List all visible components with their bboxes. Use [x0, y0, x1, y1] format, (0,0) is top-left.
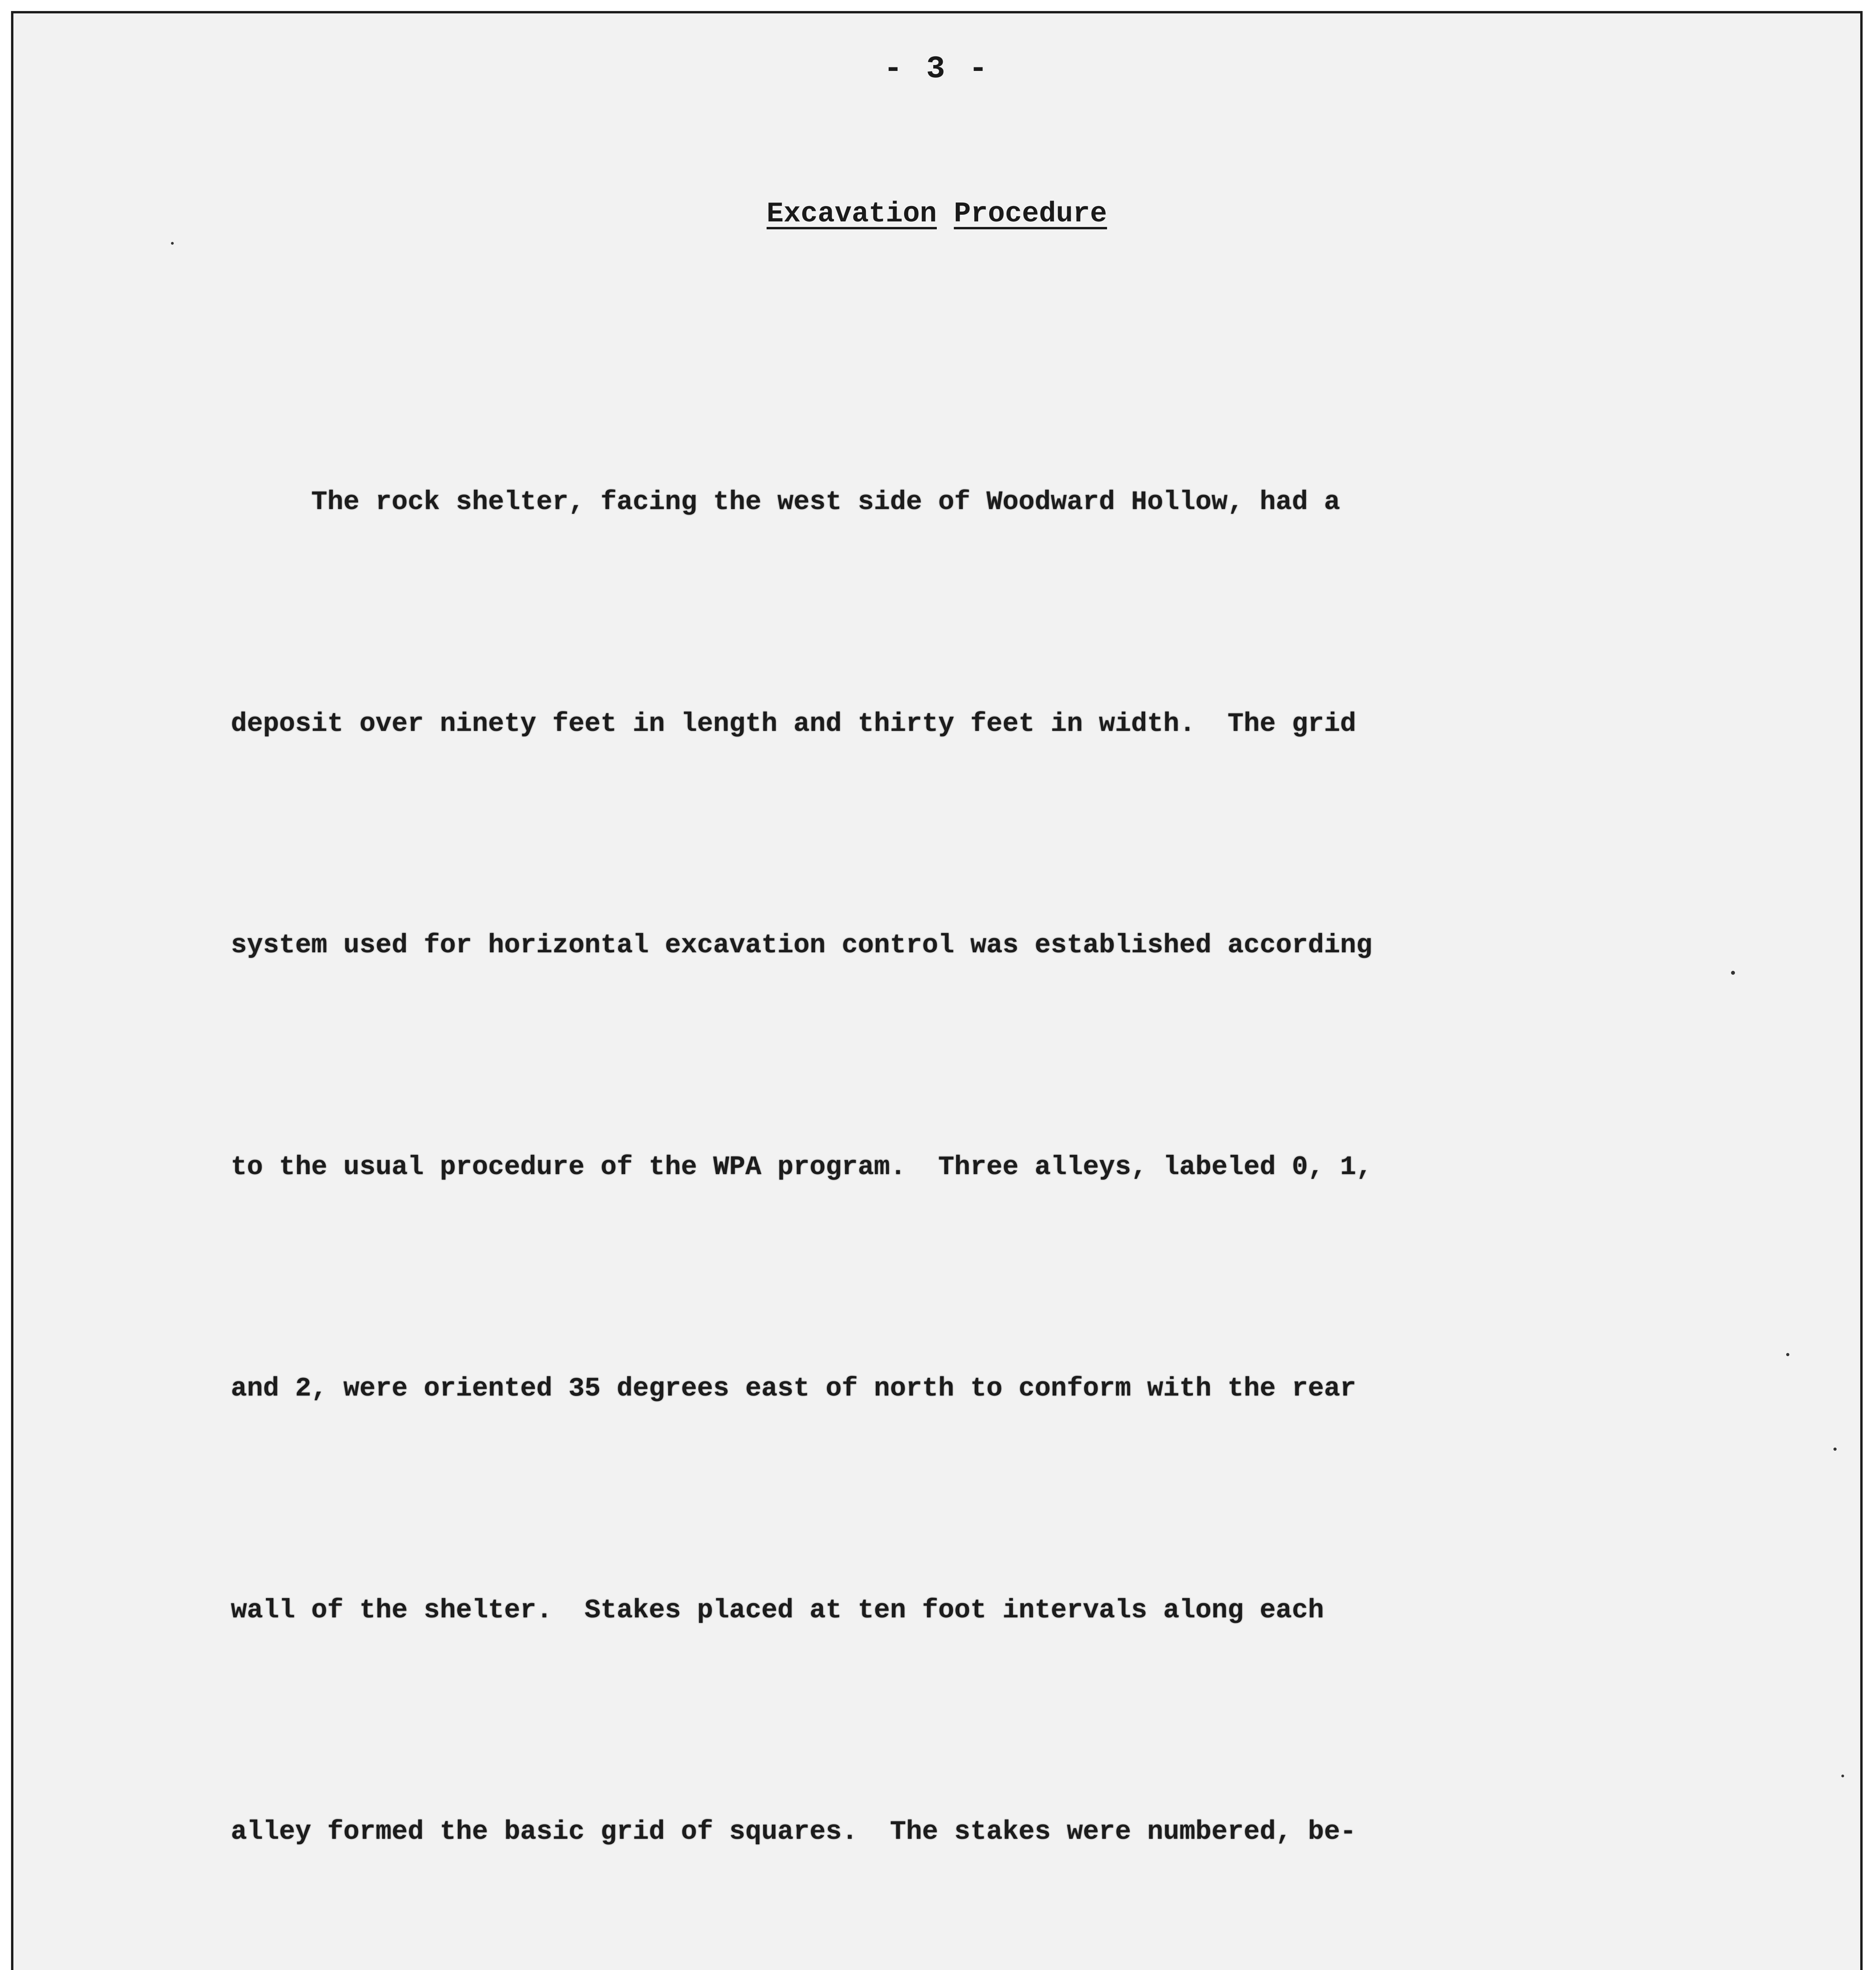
- body-text: [231, 318, 1657, 1970]
- scan-speck: [1841, 1775, 1844, 1777]
- scan-speck: [171, 242, 174, 245]
- document-page: [11, 11, 1863, 1970]
- scan-speck: [1731, 971, 1735, 975]
- scan-speck: [1786, 1353, 1789, 1356]
- text-line: The rock shelter, facing the west side of Woodward Hollow, had a: [231, 487, 1340, 517]
- text-line: wall of the shelter. Stakes placed at ten foot intervals along each: [231, 1595, 1324, 1626]
- section-heading-word-2: Procedure: [954, 198, 1107, 230]
- section-heading: [13, 198, 1860, 230]
- section-heading-word-1: Excavation: [766, 198, 937, 230]
- text-line: system used for horizontal excavation control was established according: [231, 930, 1373, 961]
- scan-speck: [1833, 1448, 1837, 1451]
- text-line: and 2, were oriented 35 degrees east of north to conform with the rear: [231, 1373, 1356, 1404]
- text-line: to the usual procedure of the WPA program. Three alleys, labeled 0, 1,: [231, 1152, 1373, 1182]
- text-line: alley formed the basic grid of squares. The stakes were numbered, be-: [231, 1817, 1356, 1847]
- text-line: deposit over ninety feet in length and thirty feet in width. The grid: [231, 708, 1356, 739]
- page-number: - 3 -: [883, 51, 990, 87]
